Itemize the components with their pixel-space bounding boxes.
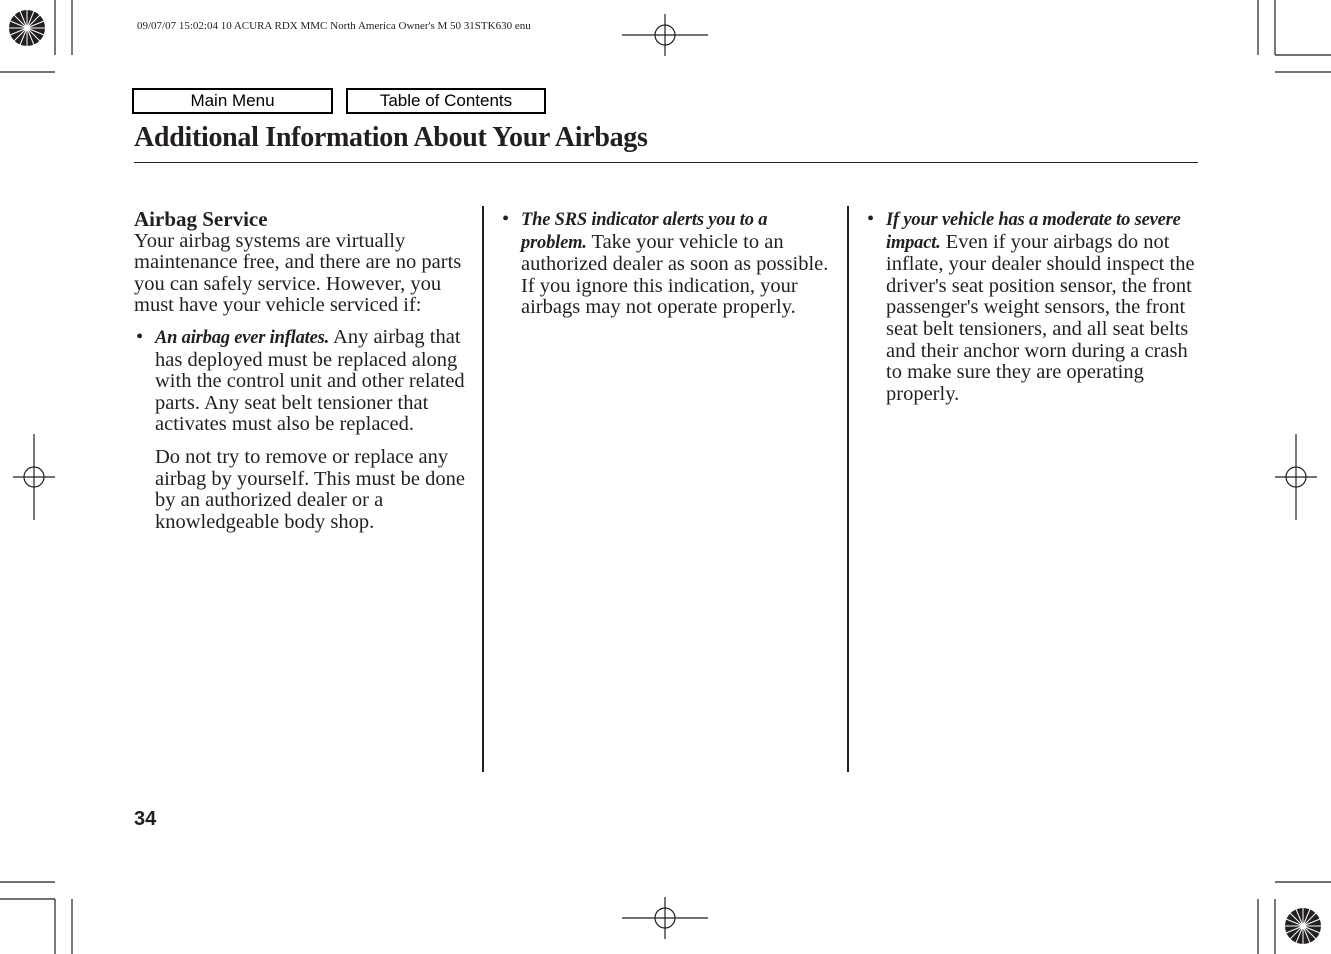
registration-mark-right bbox=[1275, 434, 1317, 520]
column-1 bbox=[134, 209, 474, 533]
bullet-lead: The SRS indicator alerts you to a problem. bbox=[521, 210, 768, 253]
main-menu-button[interactable]: Main Menu bbox=[132, 88, 333, 114]
section-heading: Airbag Service bbox=[134, 207, 268, 231]
registration-mark-bottom bbox=[622, 897, 708, 939]
registration-mark-left bbox=[13, 434, 55, 520]
page-number: 34 bbox=[134, 808, 157, 830]
bullet-marker: • bbox=[867, 208, 875, 230]
bullet-lead: If your vehicle has a moderate to severe impact. bbox=[886, 210, 1181, 253]
column-divider bbox=[847, 206, 849, 772]
print-header: 09/07/07 15:02:04 10 ACURA RDX MMC North America Owner's M 50 31STK630 enu bbox=[137, 20, 531, 32]
intro-paragraph: Your airbag systems are virtually maintenance free, and there are no parts you can safely service. However, you must have your vehicle serviced if: bbox=[134, 229, 462, 317]
title-divider bbox=[134, 162, 1198, 163]
bullet-airbag-inflates bbox=[134, 327, 474, 436]
note-paragraph: Do not try to remove or replace any airbag by yourself. This must be done by an authorized dealer or a knowledgeable body shop. bbox=[155, 445, 465, 533]
bullet-srs-indicator bbox=[500, 209, 830, 319]
bullet-text: Even if your airbags do not inflate, your dealer should inspect the driver's seat position sensor, the front passenger's weight sensors, the front seat belt tensioners, and all seat belts and their anchor worn during a crash to make sure they are operating properly. bbox=[886, 230, 1195, 405]
starburst-mark-top-left bbox=[9, 10, 45, 46]
bullet-lead: An airbag ever inflates. bbox=[155, 327, 330, 348]
table-of-contents-button[interactable]: Table of Contents bbox=[346, 88, 546, 114]
bullet-text: Any airbag that has deployed must be replaced along with the control unit and other related parts. Any seat belt tensioner that activates must also be replaced. bbox=[155, 325, 465, 436]
column-divider bbox=[482, 206, 484, 772]
page-title: Additional Information About Your Airbags bbox=[134, 122, 648, 153]
bullet-moderate-impact bbox=[865, 209, 1205, 405]
bullet-marker: • bbox=[502, 208, 510, 230]
starburst-mark-bottom-right bbox=[1285, 908, 1321, 944]
column-2 bbox=[500, 209, 830, 319]
registration-mark-top bbox=[622, 14, 708, 56]
column-3 bbox=[865, 209, 1205, 405]
bullet-text: Take your vehicle to an authorized dealer as soon as possible. If you ignore this indication, your airbags may not operate properly. bbox=[521, 230, 829, 319]
bullet-marker: • bbox=[136, 325, 144, 348]
